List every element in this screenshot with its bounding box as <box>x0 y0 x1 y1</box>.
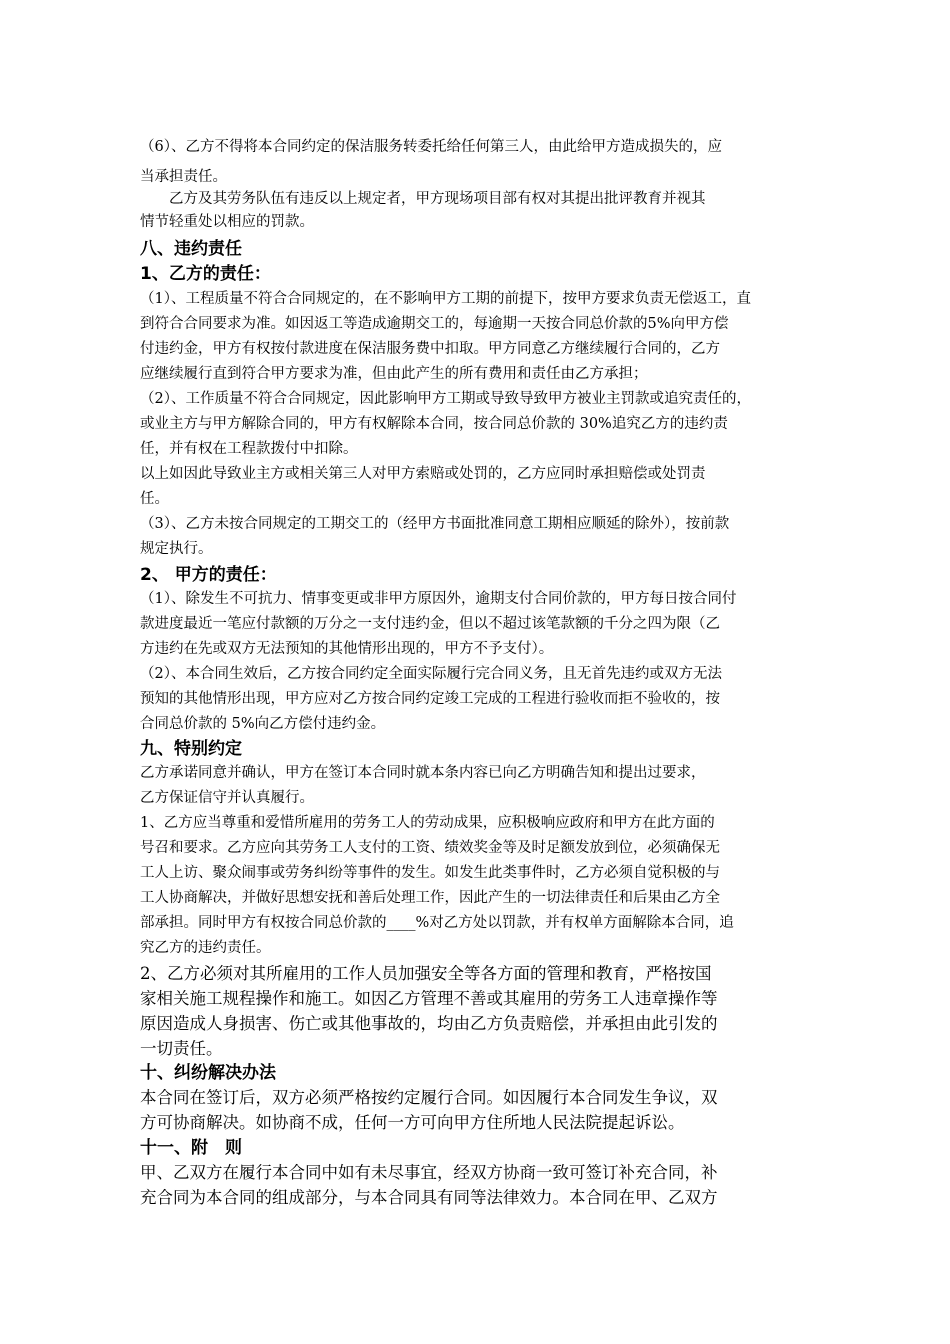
section-heading: 九、特别约定 <box>140 739 242 759</box>
text-line: （3）、乙方未按合同规定的工期交工的（经甲方书面批准同意工期相应顺延的除外），按前款 <box>140 516 730 532</box>
text-line: 2、乙方必须对其所雇用的工作人员加强安全等各方面的管理和教育，严格按国 <box>140 964 712 983</box>
subsection-heading: 1、乙方的责任： <box>140 264 271 284</box>
text-line: 一切责任。 <box>140 1039 223 1058</box>
text-line: 家相关施工规程操作和施工。如因乙方管理不善或其雇用的劳务工人违章操作等 <box>140 989 718 1008</box>
text-line: 预知的其他情形出现，甲方应对乙方按合同约定竣工完成的工程进行验收而拒不验收的，按 <box>140 691 720 707</box>
text-line: 乙方保证信守并认真履行。 <box>140 790 314 806</box>
section-heading: 十一、附 则 <box>140 1138 242 1158</box>
text-line: 付违约金，甲方有权按付款进度在保洁服务费中扣取。甲方同意乙方继续履行合同的，乙方 <box>140 341 720 357</box>
text-line: 方可协商解决。如协商不成，任何一方可向甲方住所地人民法院提起诉讼。 <box>140 1113 685 1132</box>
text-line: 甲、乙双方在履行本合同中如有未尽事宜，经双方协商一致可签订补充合同，补 <box>140 1163 718 1182</box>
text-line: 方违约在先或双方无法预知的其他情形出现的，甲方不予支付）。 <box>140 641 554 657</box>
text-line: 1、乙方应当尊重和爱惜所雇用的劳务工人的劳动成果，应积极响应政府和甲方在此方面的 <box>140 815 715 831</box>
text-line: 或业主方与甲方解除合同的，甲方有权解除本合同，按合同总价款的 30%追究乙方的违约责 <box>140 416 728 432</box>
text-line: 乙方及其劳务队伍有违反以上规定者，甲方现场项目部有权对其提出批评教育并视其 <box>140 191 706 207</box>
text-line: 款进度最近一笔应付款额的万分之一支付违约金，但以不超过该笔款额的千分之四为限（乙 <box>140 616 720 632</box>
text-line: 当承担责任。 <box>140 169 227 185</box>
text-line: 合同总价款的 5%向乙方偿付违约金。 <box>140 716 386 732</box>
text-line: 究乙方的违约责任。 <box>140 940 271 956</box>
text-line: 任。 <box>140 491 169 507</box>
text-line: 到符合合同要求为准。如因返工等造成逾期交工的，每逾期一天按合同总价款的5%向甲方偿 <box>140 316 729 332</box>
text-line: 工人协商解决，并做好思想安抚和善后处理工作，因此产生的一切法律责任和后果由乙方全 <box>140 890 720 906</box>
text-line: （2）、工作质量不符合合同规定，因此影响甲方工期或导致导致甲方被业主罚款或追究责任的， <box>140 391 751 407</box>
text-line: 部承担。同时甲方有权按合同总价款的____%对乙方处以罚款，并有权单方面解除本合同，追 <box>140 915 734 931</box>
subsection-heading: 2、 甲方的责任： <box>140 565 277 585</box>
text-line: （1）、除发生不可抗力、情事变更或非甲方原因外，逾期支付合同价款的，甲方每日按合同付 <box>140 591 737 607</box>
text-line: 原因造成人身损害、伤亡或其他事故的，均由乙方负责赔偿，并承担由此引发的 <box>140 1014 718 1033</box>
text-line: 工人上访、聚众闹事或劳务纠纷等事件的发生。如发生此类事件时，乙方必须自觉积极的与 <box>140 865 720 881</box>
text-line: （1）、工程质量不符合合同规定的，在不影响甲方工期的前提下，按甲方要求负责无偿返工，直 <box>140 291 751 307</box>
text-line: 情节轻重处以相应的罚款。 <box>140 214 314 230</box>
text-line: （6）、乙方不得将本合同约定的保洁服务转委托给任何第三人，由此给甲方造成损失的，应 <box>140 139 722 155</box>
section-heading: 八、违约责任 <box>140 239 242 259</box>
text-line: 乙方承诺同意并确认，甲方在签订本合同时就本条内容已向乙方明确告知和提出过要求， <box>140 765 706 781</box>
text-line: 本合同在签订后，双方必须严格按约定履行合同。如因履行本合同发生争议，双 <box>140 1088 718 1107</box>
text-line: 充合同为本合同的组成部分，与本合同具有同等法律效力。本合同在甲、乙双方 <box>140 1188 718 1207</box>
text-line: 应继续履行直到符合甲方要求为准，但由此产生的所有费用和责任由乙方承担； <box>140 366 648 382</box>
text-line: 号召和要求。乙方应向其劳务工人支付的工资、绩效奖金等及时足额发放到位，必须确保无 <box>140 840 720 856</box>
text-line: 任，并有权在工程款拨付中扣除。 <box>140 441 358 457</box>
text-line: 以上如因此导致业主方或相关第三人对甲方索赔或处罚的，乙方应同时承担赔偿或处罚责 <box>140 466 706 482</box>
text-line: 规定执行。 <box>140 541 213 557</box>
section-heading: 十、纠纷解决办法 <box>140 1063 276 1083</box>
text-line: （2）、本合同生效后，乙方按合同约定全面实际履行完合同义务，且无首先违约或双方无法 <box>140 666 722 682</box>
